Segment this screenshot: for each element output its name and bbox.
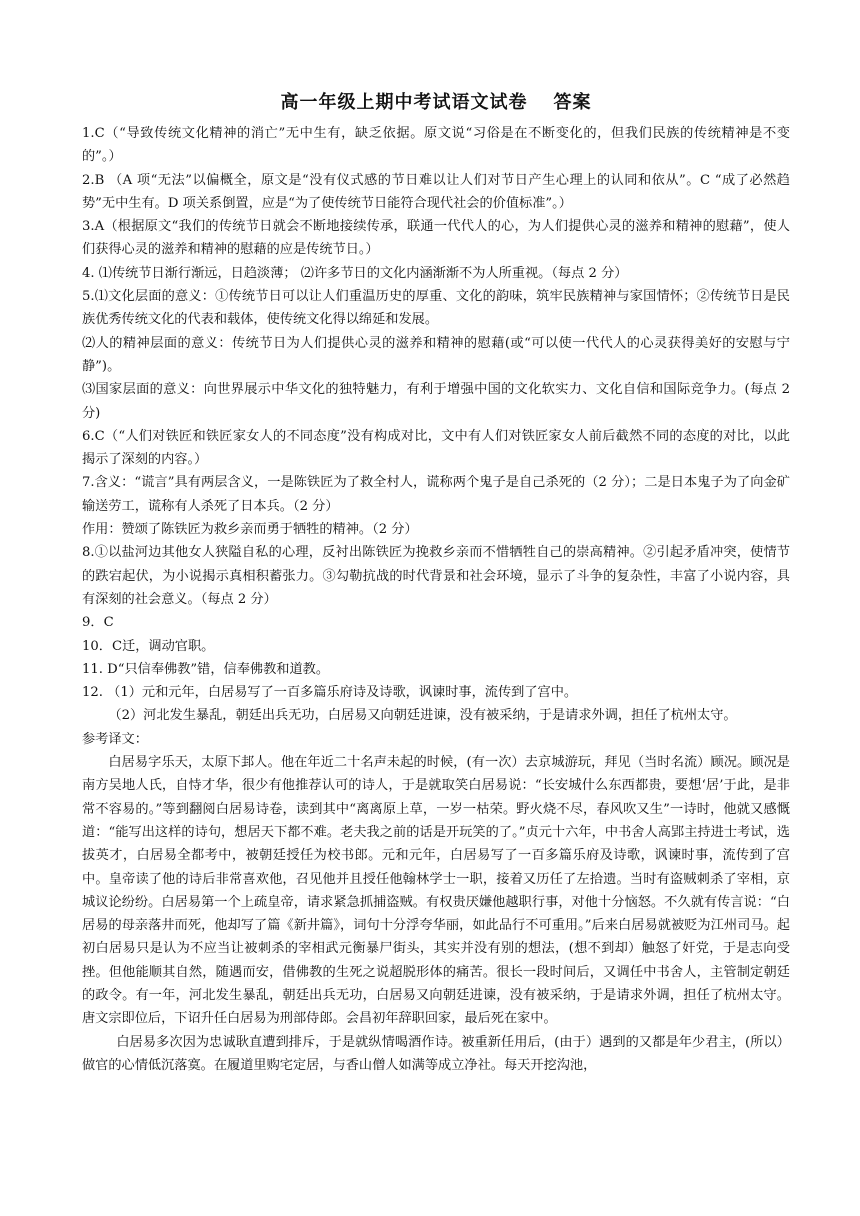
answer-q10: 10．C迁，调动官职。 [82,638,215,654]
answer-q11: 11. D“只信奉佛教”错，信奉佛教和道教。 [82,661,330,677]
answer-q2: 2.B （A 项“无法”以偏概全，原文是“没有仪式感的节日难以让人们对节日产生心理上的认同和依从”。C “成了必然趋势”无中生有。D 项关系倒置，应是“为了使传统节日能符合现代社会的价值标准”。） [82,172,790,211]
answer-q7-function: 作用：赞颂了陈铁匠为救乡亲而勇于牺牲的精神。（2 分） [82,522,418,538]
translation-paragraph-1: 白居易字乐天，太原下邽人。他在年近二十名声未起的时候，(有一次）去京城游玩，拜见（当时名流）顾况。顾况是南方吴地人氏，自恃才华，很少有他推荐认可的诗人，于是就取笑白居易说：“长安城什么东西都贵，要想‘居’于此，是非常不容易的。”等到翻阅白居易诗卷，读到其中“离离原上草，一岁一枯荣。野火烧不尽，春风吹又生”一诗时，他就又感慨道：“能写出这样的诗句，想居天下都不难。老夫我之前的话是开玩笑的了。”贞元十六年，中书舍人高郢主持进士考试，选拔英才，白居易全都考中，被朝廷授任为校书郎。元和元年，白居易写了一百多篇乐府及诗歌，讽谏时事，流传到了宫中。皇帝读了他的诗后非常喜欢他，召见他并且授任他翰林学士一职，接着又历任了左拾遗。当时有盗贼刺杀了宰相，京城议论纷纷。白居易第一个上疏皇帝，请求紧急抓捕盗贼。有权贵厌嫌他越职行事，对他十分恼怒。不久就有传言说：“白居易的母亲落井而死，他却写了篇《新井篇》，词句十分浮夸华丽，如此品行不可重用。”后来白居易就被贬为江州司马。起初白居易只是认为不应当让被刺杀的宰相武元衡暴尸街头，其实并没有别的想法，(想不到却）触怒了奸党，于是志向受挫。但他能顺其自然，随遇而安，借佛教的生死之说超脱形体的痛苦。很长一段时间后，又调任中书舍人，主管制定朝廷的政令。有一年，河北发生暴乱，朝廷出兵无功，白居易又向朝廷进谏，没有被采纳，于是请求外调，担任了杭州太守。唐文宗即位后，下诏升任白居易为刑部侍郎。会昌初年辞职回家，最后死在家中。 [82,755,790,1027]
answer-q7-meaning: 7.含义：“谎言”具有两层含义，一是陈铁匠为了救全村人，谎称两个鬼子是自己杀死的（2 分）；二是日本鬼子为了向金矿输送劳工，谎称有人杀死了日本兵。（2 分） [82,475,790,514]
answer-q8: 8.①以盐河边其他女人狭隘自私的心理，反衬出陈铁匠为挽救乡亲而不惜牺牲自己的崇高精神。②引起矛盾冲突，使情节的跌宕起伏，为小说揭示真相积蓄张力。③勾勒抗战的时代背景和社会环境，显示了斗争的复杂性，丰富了小说内容，具有深刻的社会意义。（每点 2 分） [82,545,790,607]
answer-q4: 4. ⑴传统节日渐行渐远，日趋淡薄； ⑵许多节日的文化内涵渐渐不为人所重视。（每点 2 分） [82,265,628,281]
answer-q12-part1: 12. （1）元和元年，白居易写了一百多篇乐府诗及诗歌，讽谏时事，流传到了宫中。 [82,685,578,701]
title-main: 高一年级上期中考试语文试卷 [280,92,528,113]
answer-q9: 9．C [82,615,114,631]
answer-q12-part2: （2）河北发生暴乱，朝廷出兵无功，白居易又向朝廷进谏，没有被采纳，于是请求外调，担任了杭州太守。 [108,708,737,724]
answer-q3: 3.A（根据原文“我们的传统节日就会不断地接续传承，联通一代代人的心，为人们提供心灵的滋养和精神的慰藉”，使人们获得心灵的滋养和精神的慰藉的应是传统节日。） [82,219,790,258]
answer-q5-part2: ⑵人的精神层面的意义：传统节日为人们提供心灵的滋养和精神的慰藉(或“可以使一代代人的心灵获得美好的安慰与宁静”)。 [82,335,790,374]
answer-q5-part3: ⑶国家层面的意义：向世界展示中华文化的独特魅力，有利于增强中国的文化软实力、文化自信和国际竞争力。(每点 2 分) [82,382,790,421]
answer-q5-part1: 5.⑴文化层面的意义：①传统节日可以让人们重温历史的厚重、文化的韵味，筑牢民族精神与家国情怀；②传统节日是民族优秀传统文化的代表和载体，使传统文化得以绵延和发展。 [82,289,790,328]
answer-q6: 6.C（“人们对铁匠和铁匠家女人的不同态度”没有构成对比，文中有人们对铁匠家女人前后截然不同的态度的对比，以此揭示了深刻的内容。） [82,428,790,468]
answer-content [82,122,790,1077]
reference-translation-label: 参考译文： [82,731,148,747]
translation-paragraph-2: 白居易多次因为忠诚耿直遭到排斥，于是就纵情喝酒作诗。被重新任用后，(由于）遇到的又都是年少君主，(所以）做官的心情低沉落寞。在履道里购宅定居，与香山僧人如满等成立净社。每天开挖沟池， [82,1034,790,1073]
title-suffix: 答案 [553,92,592,113]
answer-q1: 1.C（“导致传统文化精神的消亡”无中生有，缺乏依据。原文说“习俗是在不断变化的，但我们民族的传统精神是不变的”。） [82,126,790,165]
page-title [82,92,790,114]
